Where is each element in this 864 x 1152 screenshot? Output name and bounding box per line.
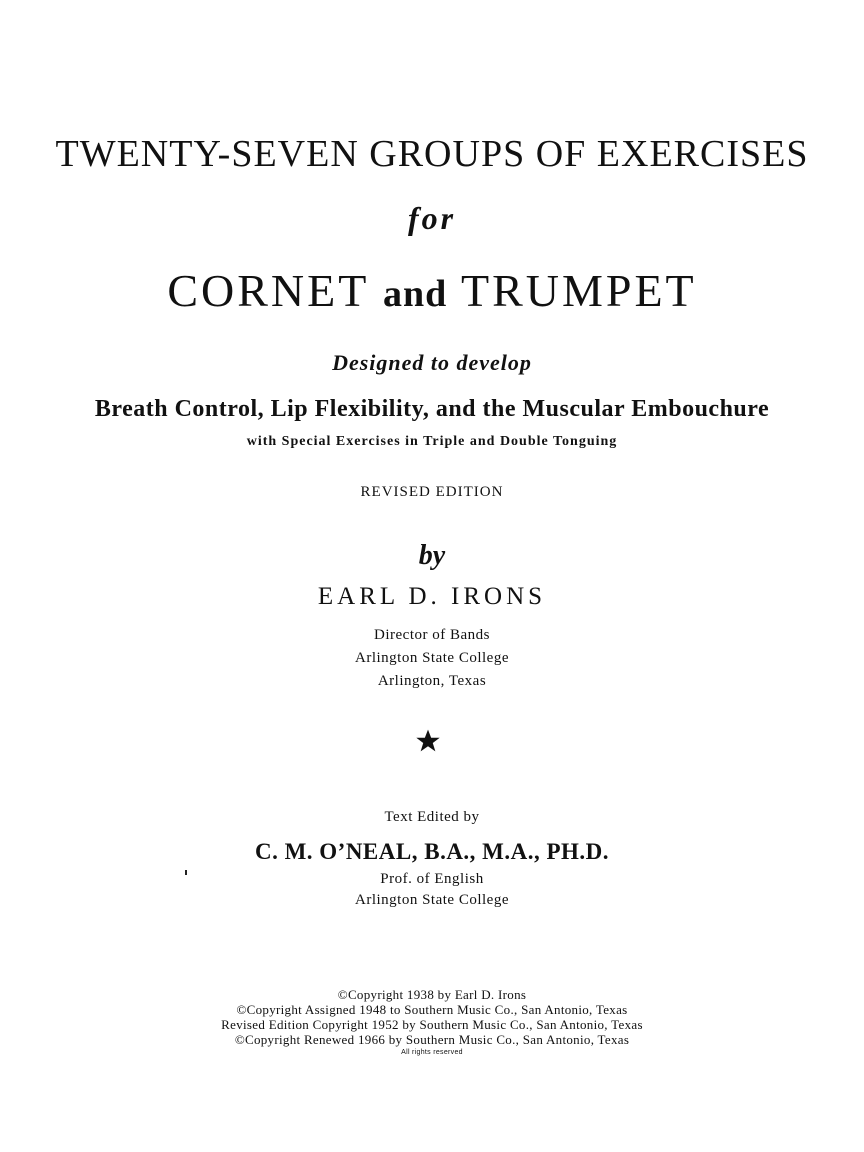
- star-icon: [415, 728, 441, 754]
- title-trumpet: TRUMPET: [460, 265, 697, 316]
- title-cornet: CORNET: [167, 265, 369, 316]
- editor-institution: Arlington State College: [355, 892, 509, 908]
- title-for: for: [407, 200, 457, 236]
- subtitle-special: with Special Exercises in Triple and Double Tonguing: [246, 434, 618, 449]
- author-by: by: [418, 540, 446, 571]
- title-line-2: [0, 264, 864, 317]
- author-position: Director of Bands: [374, 627, 490, 643]
- author-name: EARL D. IRONS: [317, 583, 547, 610]
- editor-name: C. M. O’NEAL, B.A., M.A., PH.D.: [254, 839, 610, 864]
- copyright-line: ©Copyright Assigned 1948 to Southern Music Co., San Antonio, Texas: [236, 1002, 628, 1017]
- title-line-1: TWENTY-SEVEN GROUPS OF EXERCISES: [55, 133, 809, 175]
- print-speck: [185, 870, 187, 875]
- author-location: Arlington, Texas: [377, 673, 487, 689]
- author-institution: Arlington State College: [355, 650, 509, 666]
- title-and: and: [383, 273, 448, 315]
- editor-position: Prof. of English: [380, 871, 484, 887]
- rights-reserved: All rights reserved: [401, 1049, 463, 1056]
- edition-label: REVISED EDITION: [360, 484, 504, 500]
- copyright-line: ©Copyright 1938 by Earl D. Irons: [337, 987, 527, 1002]
- copyright-line: ©Copyright Renewed 1966 by Southern Music Co., San Antonio, Texas: [234, 1032, 630, 1047]
- editor-intro: Text Edited by: [384, 809, 480, 825]
- subtitle-skills: Breath Control, Lip Flexibility, and the Muscular Embouchure: [94, 396, 770, 422]
- copyright-line: Revised Edition Copyright 1952 by Southern Music Co., San Antonio, Texas: [221, 1017, 643, 1032]
- subtitle-designed: Designed to develop: [332, 350, 532, 375]
